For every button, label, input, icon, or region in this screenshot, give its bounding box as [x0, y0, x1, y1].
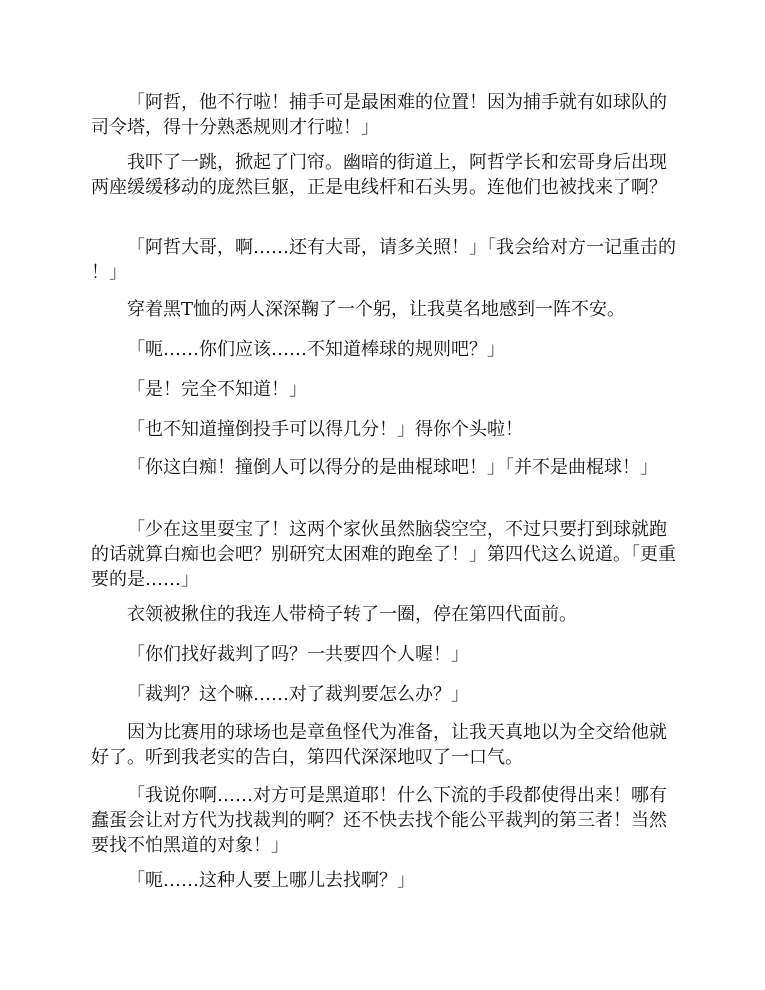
paragraph-5: 「呃……你们应该……不知道棒球的规则吧？」 [127, 339, 505, 360]
paragraph-10: 衣领被揪住的我连人带椅子转了一圈，停在第四代面前。 [127, 604, 577, 625]
paragraph-4: 穿着黑T恤的两人深深鞠了一个躬，让我莫名地感到一阵不安。 [127, 299, 626, 320]
paragraph-13: 因为比赛用的球场也是章鱼怪代为准备，让我天真地以为全交给他就好了。听到我老实的告白，第四代深深地叹了一口气。 [91, 722, 667, 768]
paragraph-12: 「裁判？这个嘛……对了裁判要怎么办？」 [127, 684, 469, 705]
paragraph-3: 「阿哲大哥，啊……还有大哥，请多关照！」「我会给对方一记重击的！」 [91, 237, 676, 283]
paragraph-2: 我吓了一跳，掀起了门帘。幽暗的街道上，阿哲学长和宏哥身后出现两座缓缓移动的庞然巨躯，正是电线杆和石头男。连他们也被找来了啊？ [91, 152, 667, 198]
paragraph-8: 「你这白痴！撞倒人可以得分的是曲棍球吧！」「并不是曲棍球！」 [127, 457, 658, 478]
paragraph-6: 「是！完全不知道！」 [127, 379, 307, 400]
book-page [91, 0, 683, 990]
paragraph-9: 「少在这里耍宝了！这两个家伙虽然脑袋空空，不过只要打到球就跑的话就算白痴也会吧？别研究太困难的跑垒了！」第四代这么说道。「更重要的是……」 [91, 519, 676, 590]
paragraph-1: 「阿哲，他不行啦！捕手可是最困难的位置！因为捕手就有如球队的司令塔，得十分熟悉规则才行啦！」 [91, 92, 667, 138]
paragraph-14: 「我说你啊……对方可是黑道耶！什么下流的手段都使得出来！哪有蠢蛋会让对方代为找裁判的啊？还不快去找个能公平裁判的第三者！当然要找不怕黑道的对象！」 [91, 785, 667, 856]
paragraph-15: 「呃……这种人要上哪儿去找啊？」 [127, 870, 415, 891]
paragraph-7: 「也不知道撞倒投手可以得几分！」得你个头啦！ [127, 419, 523, 440]
paragraph-11: 「你们找好裁判了吗？一共要四个人喔！」 [127, 644, 469, 665]
